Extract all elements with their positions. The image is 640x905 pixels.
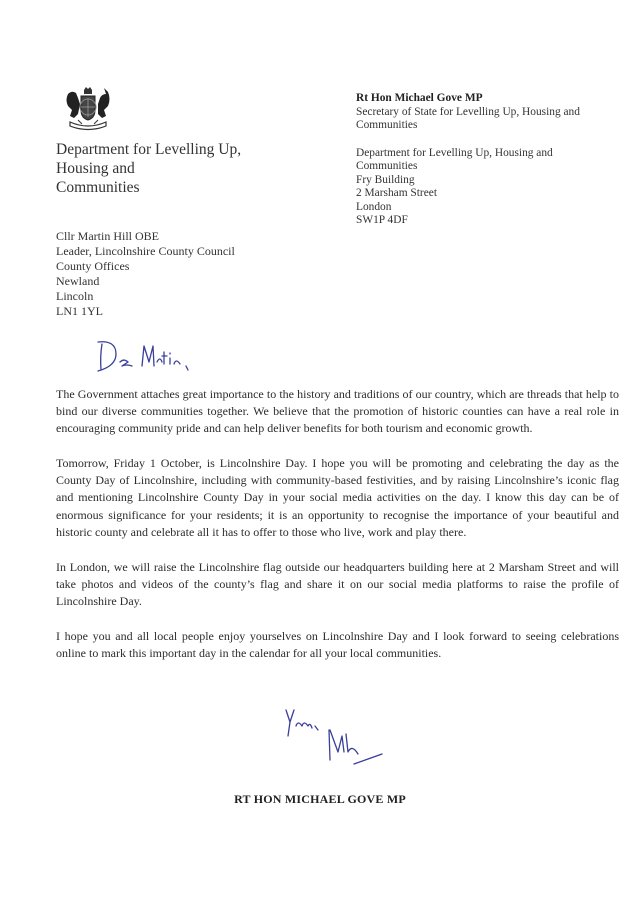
- sender-block: [356, 92, 580, 228]
- recipient-block: [56, 229, 235, 318]
- handwritten-signature: [282, 706, 422, 776]
- recipient-address-line: Newland: [56, 273, 100, 288]
- recipient-address-line: LN1 1YL: [56, 303, 103, 318]
- sender-address-line: Department for Levelling Up, Housing and: [356, 146, 553, 159]
- sender-address-line: London: [356, 200, 392, 213]
- sender-name: Rt Hon Michael Gove MP: [356, 92, 483, 104]
- department-line: Department for Levelling Up,: [56, 141, 242, 158]
- body-paragraph: Tomorrow, Friday 1 October, is Lincolnshire Day. I hope you will be promoting and celebrating the day as the County Day of Lincolnshire, including with community-based festivities, and by raising Lincolnshire’s iconic flag and mentioning Lincolnshire County Day in your social media activities on the day. I know this day can be of enormous significance for your residents; it is an opportunity to recognise the importance of your beautiful and historic county and celebrate all it has to offer to those who live, work and play there.: [56, 456, 619, 539]
- department-line: Housing and: [56, 160, 135, 177]
- sender-address-line: 2 Marsham Street: [356, 187, 437, 199]
- letter-body: [56, 386, 619, 680]
- sender-title-line: Communities: [356, 119, 418, 131]
- body-paragraph: I hope you and all local people enjoy yourselves on Lincolnshire Day and I look forward to seeing celebrations online to mark this important day in the calendar for all your local communities.: [56, 629, 619, 661]
- recipient-address-line: County Offices: [56, 258, 130, 273]
- department-line: Communities: [56, 179, 140, 196]
- body-paragraph: The Government attaches great importance to the history and traditions of our country, which are threads that help to bind our diverse communities together. We believe that the promotion of historic counties can have a real role in encouraging community pride and can help deliver benefits for both tourism and economic growth.: [56, 387, 619, 436]
- signatory-name: RT HON MICHAEL GOVE MP: [234, 792, 406, 806]
- sender-title-line: Secretary of State for Levelling Up, Housing and: [356, 105, 580, 118]
- sender-address-line: Fry Building: [356, 173, 415, 186]
- recipient-address-line: Leader, Lincolnshire County Council: [56, 243, 235, 258]
- recipient-address-line: Cllr Martin Hill OBE: [56, 229, 159, 243]
- royal-coat-of-arms-icon: [62, 86, 114, 132]
- department-name: [56, 140, 241, 197]
- recipient-address-line: Lincoln: [56, 288, 94, 303]
- sender-address-line: Communities: [356, 160, 418, 172]
- sender-address-line: SW1P 4DF: [356, 214, 408, 226]
- body-paragraph: In London, we will raise the Lincolnshire flag outside our headquarters building here at 2 Marsham Street and will take photos and videos of the county’s flag and share it on our social media platforms to raise the profile of Lincolnshire Day.: [56, 559, 619, 608]
- handwritten-salutation: [96, 336, 206, 376]
